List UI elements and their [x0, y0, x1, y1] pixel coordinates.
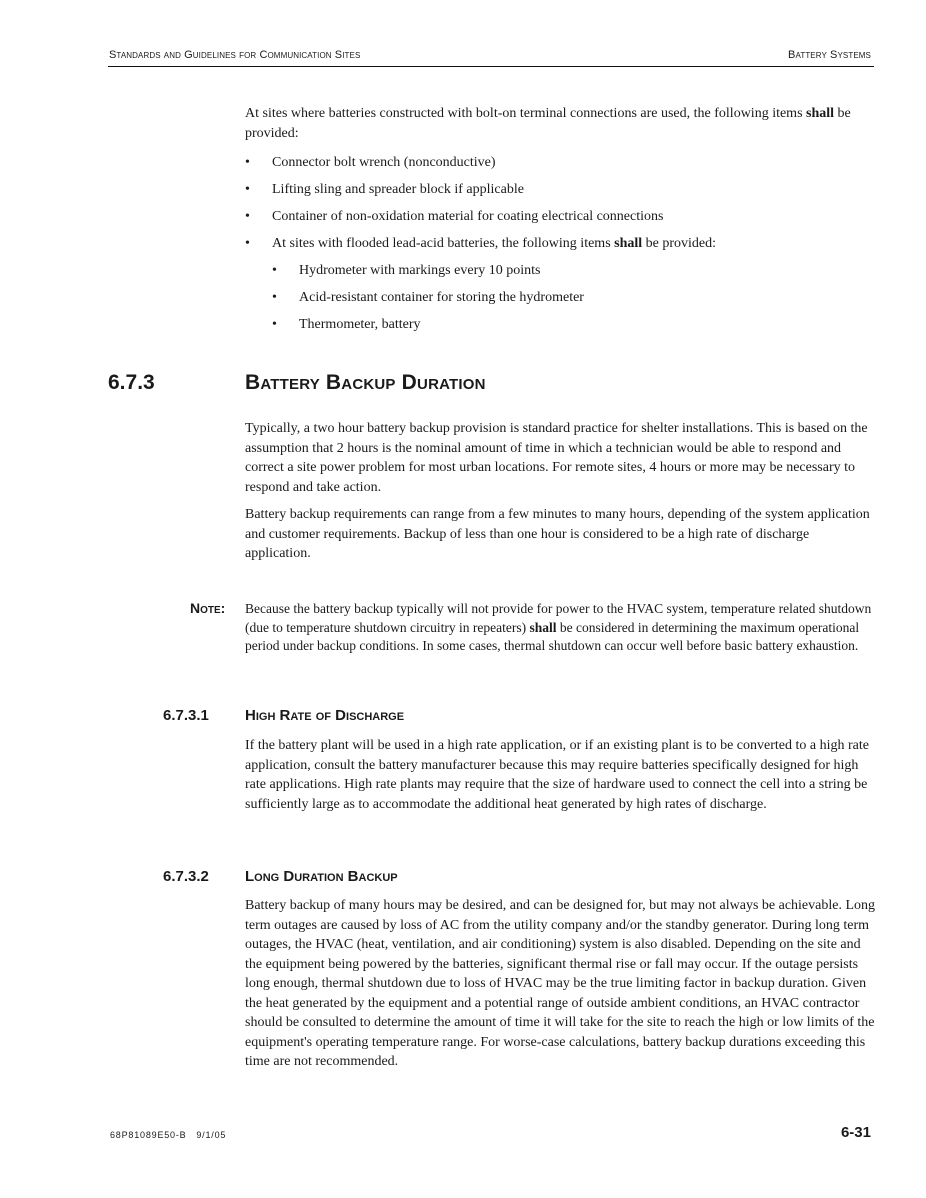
bullet-icon: • [272, 317, 277, 332]
note-paragraph: Because the battery backup typically will not provide for power to the HVAC system, temperature related shutdown (due to temperature shutdown circuitry in repeaters) shall be considered in determining the maximum operational period under backup conditions. In some cases, thermal shutdown can occur well before basic battery exhaustion. [245, 601, 872, 653]
bullet-icon: • [272, 263, 277, 278]
section-paragraph-2: Battery backup requirements can range from a few minutes to many hours, depending of the system application and customer requirements. Backup of less than one hour is considered to be a high rate of discharge application. [245, 507, 870, 561]
subsection-paragraph: If the battery plant will be used in a high rate application, or if an existing plant is to be converted to a high rate application, consult the battery manufacturer because this may require batteries specifically designed for high rate applications. High rate plants may require that the size of hardware used to connect the cell into a string be sufficiently large as to accommodate the additional heat generated by high rates of discharge. [245, 738, 869, 812]
subsection-number: 6.7.3.2 [163, 868, 209, 885]
section-title: Battery Backup Duration [245, 371, 486, 394]
bullet-icon: • [245, 155, 250, 170]
footer-doc-id: 68P81089E50-B 9/1/05 [110, 1130, 227, 1140]
running-header-left: Standards and Guidelines for Communication Sites [109, 49, 361, 61]
page-number: 6-31 [840, 1124, 871, 1141]
subsection-paragraph: Battery backup of many hours may be desired, and can be designed for, but may not always be achievable. Long term outages are caused by loss of AC from the utility company and/or the standby generator. During long term outages, the HVAC (heat, ventilation, and air conditioning) system is also disabled. Depending on the site and the equipment being powered by the batteries, significant thermal rise or fall may occur. If the outage persists long enough, thermal shutdown due to loss of HVAC may be the true limiting factor in backup duration. Given the heat generated by the equipment and a potential range of outside ambient conditions, an HVAC contractor should be consulted to determine the amount of time it will take for the site to reach the high or low limits of the equipment's operating temperature range. For worse-case calculations, battery backup durations exceeding this time are not recommended. [245, 898, 876, 1069]
intro-paragraph: At sites where batteries constructed with bolt-on terminal connections are used, the following items shall be provided: [245, 106, 851, 141]
running-header-right: Battery Systems [788, 49, 871, 61]
subsection-title: High Rate of Discharge [245, 707, 405, 724]
bullet-icon: • [272, 290, 277, 305]
header-rule [108, 66, 874, 67]
bullet-icon: • [245, 209, 250, 224]
section-paragraph-1: Typically, a two hour battery backup provision is standard practice for shelter installations. This is based on the assumption that 2 hours is the nominal amount of time in which a technician would be able to respond and correct a site power problem for most urban locations. For remote sites, 4 hours or more may be necessary to respond and take action. [245, 421, 868, 495]
bullet-icon: • [245, 236, 250, 251]
subsection-number: 6.7.3.1 [163, 707, 209, 724]
section-number: 6.7.3 [108, 371, 155, 394]
bullet-icon: • [245, 182, 250, 197]
note-label: Note: [190, 600, 226, 616]
subsection-title: Long Duration Backup [245, 868, 398, 885]
